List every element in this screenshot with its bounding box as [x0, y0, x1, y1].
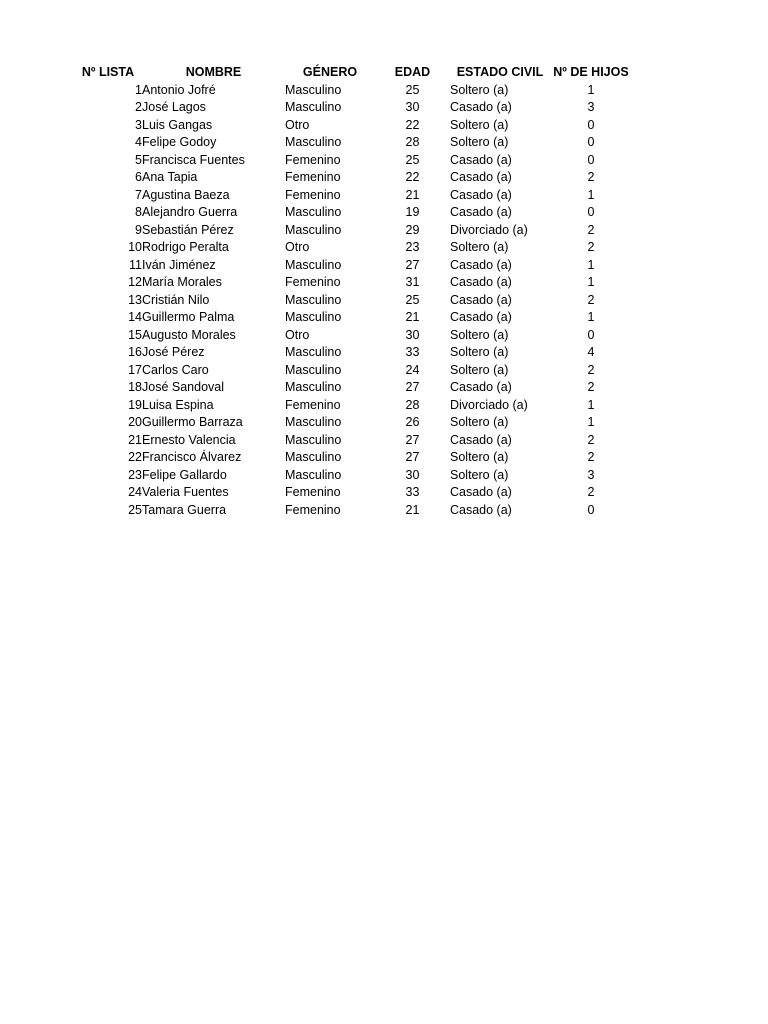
cell-name: Felipe Gallardo [142, 467, 227, 482]
cell-civil-status: Soltero (a) [450, 450, 509, 464]
cell-age: 30 [405, 327, 420, 342]
cell-civil-status: Casado (a) [450, 100, 512, 114]
table-row [74, 239, 632, 257]
cell-civil-status: Divorciado (a) [450, 222, 528, 237]
cell-children: 0 [587, 135, 595, 149]
cell-name: María Morales [142, 275, 222, 289]
cell-name: Antonio Jofré [142, 82, 216, 97]
cell-name: Ernesto Valencia [142, 432, 236, 447]
cell-gender: Masculino [285, 362, 342, 377]
cell-civil-status: Casado (a) [450, 275, 512, 289]
table-row [74, 432, 632, 450]
table-row [74, 484, 632, 502]
cell-civil-status: Soltero (a) [450, 117, 509, 132]
cell-children: 2 [587, 362, 595, 377]
cell-civil-status: Casado (a) [450, 205, 512, 219]
cell-list-number: 15 [128, 327, 142, 342]
cell-age: 25 [405, 82, 420, 97]
cell-list-number: 1 [135, 82, 142, 97]
cell-civil-status: Soltero (a) [450, 327, 509, 342]
cell-gender: Femenino [285, 502, 341, 517]
table-row [74, 152, 632, 170]
cell-list-number: 5 [135, 152, 142, 167]
cell-civil-status: Divorciado (a) [450, 397, 528, 412]
cell-gender: Masculino [285, 292, 342, 307]
cell-age: 22 [405, 117, 420, 132]
cell-list-number: 12 [128, 275, 142, 289]
table-row [74, 117, 632, 135]
cell-civil-status: Casado (a) [450, 432, 512, 447]
cell-civil-status: Casado (a) [450, 292, 512, 307]
cell-name: Cristián Nilo [142, 292, 210, 307]
cell-children: 0 [587, 327, 595, 342]
cell-civil-status: Soltero (a) [450, 240, 509, 254]
cell-name: Ana Tapia [142, 170, 198, 184]
cell-civil-status: Soltero (a) [450, 467, 509, 482]
cell-civil-status: Soltero (a) [450, 415, 509, 429]
cell-list-number: 18 [128, 380, 142, 394]
table-row [74, 362, 632, 380]
cell-children: 0 [587, 205, 595, 219]
cell-gender: Otro [285, 240, 310, 254]
cell-age: 29 [405, 222, 420, 237]
cell-children: 2 [587, 240, 595, 254]
cell-age: 25 [405, 292, 420, 307]
cell-age: 27 [405, 432, 420, 447]
cell-list-number: 9 [135, 222, 142, 237]
cell-children: 0 [587, 502, 595, 517]
cell-children: 1 [587, 310, 595, 324]
cell-civil-status: Casado (a) [450, 502, 512, 517]
cell-age: 31 [405, 275, 420, 289]
cell-gender: Otro [285, 327, 310, 342]
cell-age: 33 [405, 485, 420, 499]
table-row [74, 379, 632, 397]
cell-civil-status: Casado (a) [450, 310, 512, 324]
cell-civil-status: Soltero (a) [450, 345, 509, 359]
cell-name: Valeria Fuentes [142, 485, 229, 499]
data-table [74, 64, 632, 519]
cell-name: José Lagos [142, 100, 206, 114]
cell-name: Carlos Caro [142, 362, 209, 377]
cell-gender: Femenino [285, 275, 341, 289]
table-row [74, 99, 632, 117]
cell-list-number: 14 [128, 310, 142, 324]
cell-age: 30 [405, 100, 420, 114]
header-row [74, 64, 632, 82]
cell-list-number: 3 [135, 117, 142, 132]
cell-name: Tamara Guerra [142, 502, 227, 517]
table-row [74, 257, 632, 275]
cell-age: 26 [405, 415, 420, 429]
cell-age: 19 [405, 205, 420, 219]
cell-list-number: 25 [128, 502, 142, 517]
cell-gender: Masculino [285, 205, 342, 219]
table-row [74, 82, 632, 100]
cell-children: 2 [587, 450, 595, 464]
cell-age: 30 [405, 467, 420, 482]
cell-list-number: 11 [129, 257, 142, 272]
cell-list-number: 22 [128, 450, 142, 464]
cell-children: 2 [587, 380, 595, 394]
cell-gender: Femenino [285, 170, 341, 184]
cell-civil-status: Soltero (a) [450, 82, 509, 97]
table-row [74, 274, 632, 292]
cell-age: 27 [405, 257, 420, 272]
cell-age: 21 [405, 187, 420, 202]
cell-gender: Femenino [285, 152, 341, 167]
cell-age: 33 [405, 345, 420, 359]
cell-name: Alejandro Guerra [142, 205, 238, 219]
cell-civil-status: Casado (a) [450, 170, 512, 184]
cell-name: Guillermo Barraza [142, 415, 243, 429]
cell-children: 3 [587, 467, 595, 482]
cell-gender: Masculino [285, 310, 342, 324]
cell-age: 25 [405, 152, 420, 167]
cell-civil-status: Casado (a) [450, 187, 512, 202]
cell-civil-status: Soltero (a) [450, 362, 509, 377]
cell-age: 21 [405, 310, 420, 324]
cell-civil-status: Casado (a) [450, 380, 512, 394]
cell-gender: Masculino [285, 135, 342, 149]
cell-age: 23 [405, 240, 420, 254]
cell-list-number: 24 [128, 485, 142, 499]
cell-name: Francisco Álvarez [142, 450, 242, 464]
cell-civil-status: Casado (a) [450, 485, 512, 499]
cell-name: José Sandoval [142, 380, 225, 394]
cell-list-number: 6 [135, 170, 142, 184]
header-children: Nº DE HIJOS [553, 65, 629, 79]
cell-children: 1 [587, 415, 595, 429]
cell-name: Sebastián Pérez [142, 222, 234, 237]
cell-name: Felipe Godoy [142, 135, 217, 149]
table-row [74, 502, 632, 520]
table-row [74, 169, 632, 187]
cell-list-number: 17 [128, 362, 142, 377]
cell-list-number: 20 [128, 415, 142, 429]
cell-age: 21 [405, 502, 420, 517]
cell-list-number: 16 [128, 345, 142, 359]
cell-name: Luisa Espina [142, 397, 214, 412]
cell-list-number: 8 [135, 205, 142, 219]
table-row [74, 204, 632, 222]
cell-name: Augusto Morales [142, 327, 236, 342]
cell-gender: Masculino [285, 257, 342, 272]
table-body [74, 82, 632, 520]
cell-children: 2 [587, 222, 595, 237]
cell-gender: Femenino [285, 397, 341, 412]
cell-age: 27 [405, 380, 420, 394]
header-gender: GÉNERO [302, 65, 358, 79]
cell-gender: Masculino [285, 467, 342, 482]
cell-age: 28 [405, 397, 420, 412]
cell-children: 1 [587, 187, 595, 202]
cell-gender: Masculino [285, 100, 342, 114]
cell-children: 1 [587, 257, 595, 272]
table-row [74, 327, 632, 345]
cell-age: 27 [405, 450, 420, 464]
cell-age: 22 [405, 170, 420, 184]
cell-civil-status: Casado (a) [450, 152, 512, 167]
table-row [74, 414, 632, 432]
header-civil-status: ESTADO CIVIL [456, 65, 544, 79]
table-row [74, 467, 632, 485]
header-name: NOMBRE [185, 65, 242, 79]
cell-name: Agustina Baeza [142, 187, 230, 202]
table-row [74, 222, 632, 240]
cell-list-number: 21 [128, 432, 142, 447]
cell-children: 1 [587, 82, 595, 97]
cell-name: Francisca Fuentes [142, 152, 245, 167]
cell-list-number: 7 [135, 187, 142, 202]
cell-gender: Masculino [285, 82, 342, 97]
cell-list-number: 10 [128, 240, 142, 254]
cell-children: 3 [587, 100, 595, 114]
table-row [74, 292, 632, 310]
cell-children: 2 [587, 485, 595, 499]
cell-gender: Masculino [285, 345, 342, 359]
cell-name: José Pérez [142, 345, 205, 359]
cell-gender: Masculino [285, 450, 342, 464]
cell-children: 2 [587, 432, 595, 447]
cell-children: 2 [587, 170, 595, 184]
cell-list-number: 2 [135, 100, 142, 114]
cell-gender: Masculino [285, 222, 342, 237]
cell-children: 2 [587, 292, 595, 307]
table-row [74, 309, 632, 327]
cell-name: Iván Jiménez [142, 257, 216, 272]
cell-children: 4 [587, 345, 595, 359]
cell-gender: Masculino [285, 380, 342, 394]
cell-age: 24 [405, 362, 420, 377]
table-row [74, 344, 632, 362]
cell-name: Rodrigo Peralta [142, 240, 229, 254]
cell-gender: Femenino [285, 485, 341, 499]
cell-gender: Masculino [285, 415, 342, 429]
cell-name: Guillermo Palma [142, 310, 235, 324]
table-row [74, 187, 632, 205]
cell-civil-status: Casado (a) [450, 257, 512, 272]
cell-gender: Masculino [285, 432, 342, 447]
cell-list-number: 23 [128, 467, 142, 482]
cell-age: 28 [405, 135, 420, 149]
table-row [74, 134, 632, 152]
cell-list-number: 4 [135, 135, 142, 149]
cell-children: 1 [587, 275, 595, 289]
cell-name: Luis Gangas [142, 117, 213, 132]
cell-children: 1 [587, 397, 595, 412]
cell-children: 0 [587, 117, 595, 132]
table-row [74, 449, 632, 467]
cell-civil-status: Soltero (a) [450, 135, 509, 149]
cell-list-number: 13 [128, 292, 142, 307]
header-age: EDAD [394, 65, 431, 79]
cell-children: 0 [587, 152, 595, 167]
header-list-number: Nº LISTA [81, 65, 135, 79]
table-row [74, 397, 632, 415]
cell-gender: Otro [285, 117, 310, 132]
cell-list-number: 19 [128, 397, 142, 412]
cell-gender: Femenino [285, 187, 341, 202]
